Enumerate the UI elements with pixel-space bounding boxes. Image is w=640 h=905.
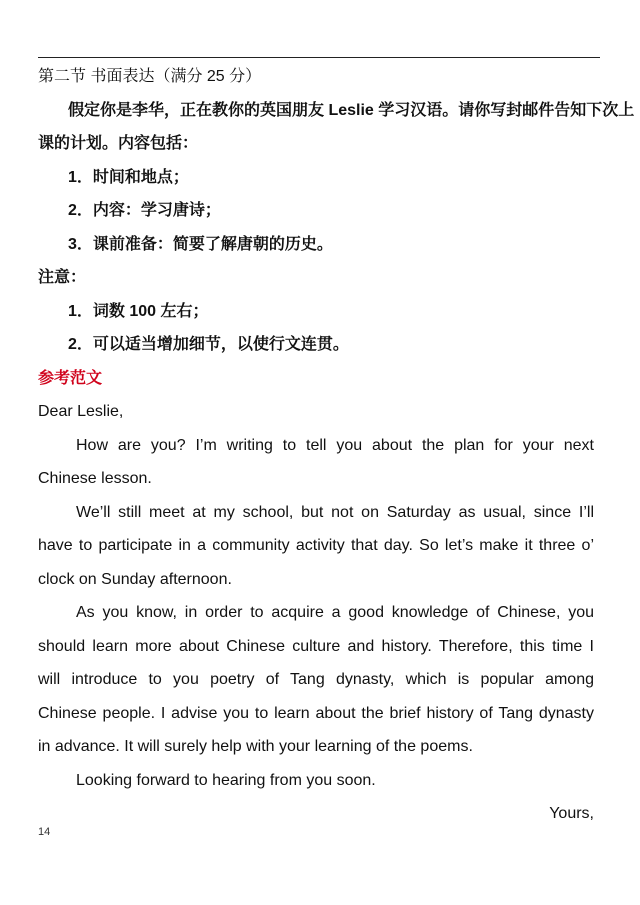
letter-closing: Yours, [549,805,594,822]
letter-line: Chinese people. I advise you to learn about the brief history of Tang dynasty [38,705,594,722]
task-item-1: 1．时间和地点； [68,169,189,186]
page-number: 14 [38,826,51,838]
letter-line: have to participate in a community activity that day. So let’s make it three o’ [38,537,594,554]
task-line-1: 假定你是李华，正在教你的英国朋友 Leslie 学习汉语。请你写封邮件告知下次上 [68,102,635,119]
task-item-2: 2．内容：学习唐诗； [68,202,221,219]
letter-line: How are you? I’m writing to tell you about the plan for your next [76,437,594,454]
letter-line: Looking forward to hearing from you soon. [76,772,376,789]
letter-line: We’ll still meet at my school, but not on Saturday as usual, since I’ll [76,504,594,521]
letter-greeting: Dear Leslie, [38,403,124,420]
letter-line: As you know, in order to acquire a good knowledge of Chinese, you [76,604,594,621]
letter-line: Chinese lesson. [38,470,152,487]
sample-label: 参考范文 [38,370,103,387]
task-item-3: 3．课前准备：简要了解唐朝的历史。 [68,236,333,253]
letter-line: will introduce to you poetry of Tang dynasty, which is popular among [38,671,594,688]
header-rule [38,57,600,58]
letter-line: clock on Sunday afternoon. [38,571,232,588]
section-header: 第二节 书面表达（满分 25 分） [38,68,262,85]
notes-item-1: 1．词数 100 左右； [68,303,209,320]
letter-line: in advance. It will surely help with your learning of the poems. [38,738,473,755]
task-line-2: 课的计划。内容包括： [38,135,199,152]
notes-title: 注意： [38,269,87,286]
notes-item-2: 2．可以适当增加细节，以使行文连贯。 [68,336,349,353]
letter-line: should learn more about Chinese culture and history. Therefore, this time I [38,638,594,655]
